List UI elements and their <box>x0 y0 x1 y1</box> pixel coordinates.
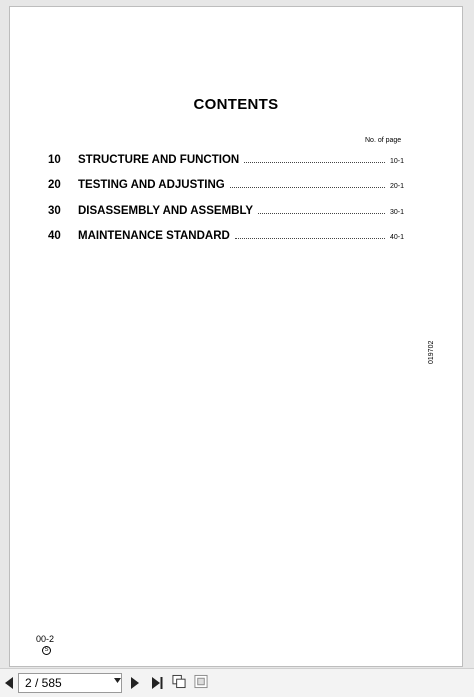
toc-label: DISASSEMBLY AND ASSEMBLY <box>78 205 254 217</box>
page-indicator: 2 / 585 <box>25 676 62 690</box>
toc-leader-dots <box>244 162 385 163</box>
prev-page-icon[interactable] <box>2 676 16 690</box>
toc-number: 20 <box>48 179 61 191</box>
toc-leader-dots <box>258 213 385 214</box>
dropdown-icon[interactable] <box>114 676 121 685</box>
toc-page: 20-1 <box>389 183 404 190</box>
viewer-toolbar <box>0 668 474 697</box>
page-title: CONTENTS <box>193 96 279 113</box>
toc-label: TESTING AND ADJUSTING <box>78 179 225 191</box>
document-page <box>9 6 463 667</box>
toc-row-structure[interactable] <box>48 154 404 168</box>
next-page-icon[interactable] <box>128 676 142 690</box>
toc-leader-dots <box>230 187 385 188</box>
toc-number: 30 <box>48 205 61 217</box>
last-page-icon[interactable] <box>150 676 164 690</box>
copy-view-icon[interactable] <box>172 674 186 688</box>
toc-row-maintenance[interactable] <box>48 230 404 244</box>
footer-page-number: 00-2 <box>36 634 55 644</box>
toc-row-disassembly[interactable] <box>48 205 404 219</box>
toc-row-testing[interactable] <box>48 179 404 193</box>
toc-page: 40-1 <box>389 234 404 241</box>
toc-label: MAINTENANCE STANDARD <box>78 230 230 242</box>
footer-circle-mark: S <box>42 646 51 655</box>
toc-label: STRUCTURE AND FUNCTION <box>78 154 240 166</box>
toc-leader-dots <box>235 238 385 239</box>
toc-number: 10 <box>48 154 61 166</box>
toc-number: 40 <box>48 230 61 242</box>
single-view-icon[interactable] <box>194 674 208 688</box>
toc-page: 30-1 <box>389 209 404 216</box>
side-document-code: 019702 <box>428 340 435 364</box>
toc-page: 10-1 <box>389 158 404 165</box>
column-header: No. of page <box>365 137 402 144</box>
page-number-input[interactable] <box>18 673 122 693</box>
